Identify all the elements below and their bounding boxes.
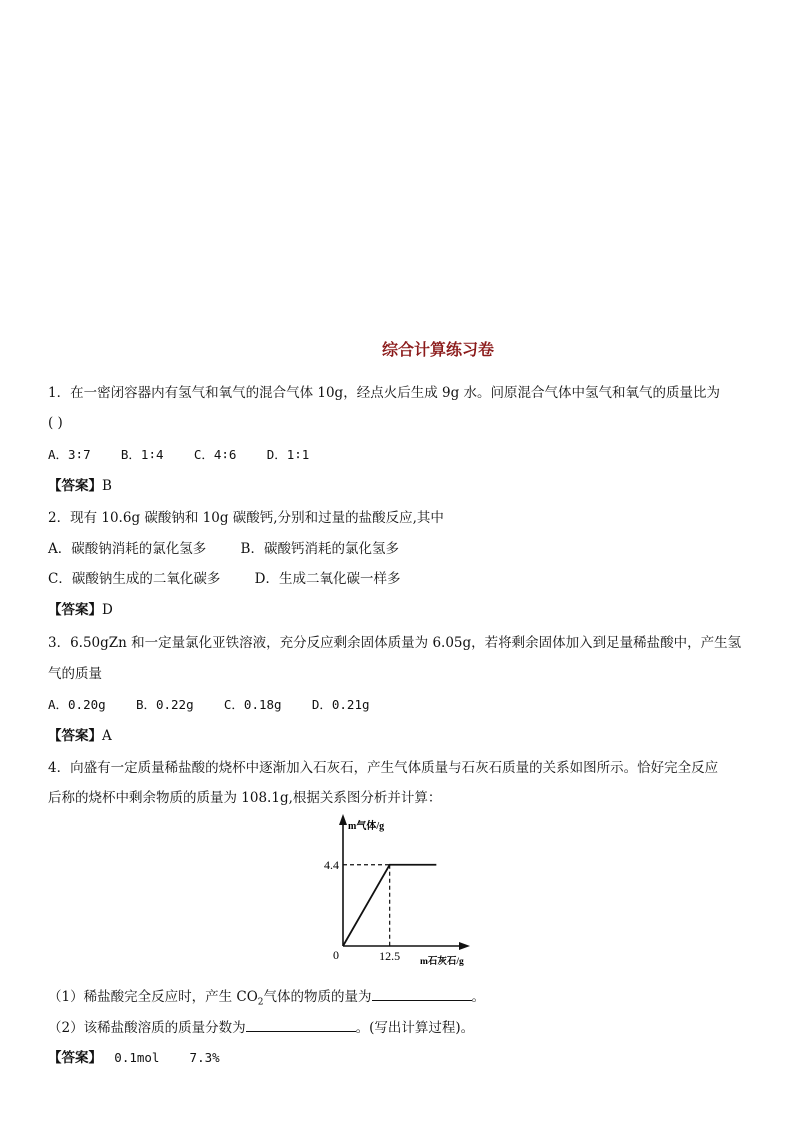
q4-sub1-text2: 气体的物质的量为 [263,989,372,1005]
y-axis-arrow [339,814,347,825]
q2-options-row1 [48,540,758,558]
q4-sub2-text2: 。(写出计算过程)。 [355,1020,475,1036]
q1-option-a: A．3∶7 [48,447,91,462]
q4-sub1-end: 。 [471,989,486,1005]
q4-sub2-text: （2）该稀盐酸溶质的质量分数为 [48,1020,246,1036]
gas-mass-chart [310,808,480,978]
q1-stem-line2: ( ) [48,415,63,431]
q2-options-row2 [48,570,758,588]
x-axis-arrow [459,942,470,950]
q2-stem: 2．现有 10.6g 碳酸钠和 10g 碳酸钙,分别和过量的盐酸反应,其中 [48,510,444,526]
q4-stem-line1: 4．向盛有一定质量稀盐酸的烧杯中逐渐加入石灰石，产生气体质量与石灰石质量的关系如图所示。恰好完全反应 [48,760,719,776]
q2-option-a: A．碳酸钠消耗的氯化氢多 [48,541,207,557]
q1-answer [48,477,758,495]
q1-stem-line1: 1．在一密闭容器内有氢气和氧气的混合气体 10g，经点火后生成 9g 水。问原混合气体中氢气和氧气的质量比为 [48,385,721,401]
gas-mass-line [343,865,436,946]
q3-answer-value: A [102,728,112,744]
q4-sub1-text: （1）稀盐酸完全反应时，产生 CO [48,989,258,1005]
q1-option-c: C．4∶6 [193,447,237,462]
origin-label: 0 [333,948,339,962]
q3-option-c: C．0.18g [223,697,282,712]
q1-answer-value: B [102,478,112,494]
q2-option-d: D．生成二氧化碳一样多 [254,571,401,587]
q4-stem-line2: 后称的烧杯中剩余物质的质量为 108.1g,根据关系图分析并计算： [48,790,442,806]
y-axis-label: m气体/g [348,821,385,832]
q4-answer-value: 0.1mol 7.3% [114,1050,220,1065]
q3-answer [48,727,758,745]
page-title: 综合计算练习卷 [381,340,494,359]
q2-option-c: C．碳酸钠生成的二氧化碳多 [48,571,221,587]
q3-option-d: D．0.21g [311,697,370,712]
q4-answer-tag: 【答案】 [48,1050,102,1066]
chart-axes [339,814,470,950]
q4-sub1-blank[interactable] [372,986,472,1001]
q1-options [48,446,758,464]
q2-answer-tag: 【答案】 [48,602,102,618]
q1-option-d: D．1∶1 [266,447,310,462]
q2-answer [48,601,758,619]
q2-answer-value: D [102,602,113,618]
q3-answer-tag: 【答案】 [48,728,102,744]
q2-option-b: B．碳酸钙消耗的氯化氢多 [240,541,399,557]
y-tick-label: 4.4 [324,857,339,872]
q1-answer-tag: 【答案】 [48,478,102,494]
q4-sub2-blank[interactable] [246,1017,356,1032]
x-axis-label: m石灰石/g [420,957,464,967]
q4-sub1 [48,986,758,1012]
q3-stem-line1: 3．6.50gZn 和一定量氯化亚铁溶液，充分反应剩余固体质量为 6.05g，若将剩余固体加入到足量稀盐酸中，产生氢 [48,635,742,651]
x-tick-label: 12.5 [379,949,401,963]
q3-option-b: B．0.22g [135,697,194,712]
q4-sub1-subscript: 2 [257,997,264,1008]
q4-answer [48,1049,758,1067]
q4-sub2 [48,1017,758,1037]
q3-options [48,696,758,714]
q1-option-b: B．1∶4 [120,447,164,462]
q3-stem-line2: 气的质量 [48,666,102,682]
q3-option-a: A．0.20g [48,697,106,712]
chart-marks [343,865,436,946]
